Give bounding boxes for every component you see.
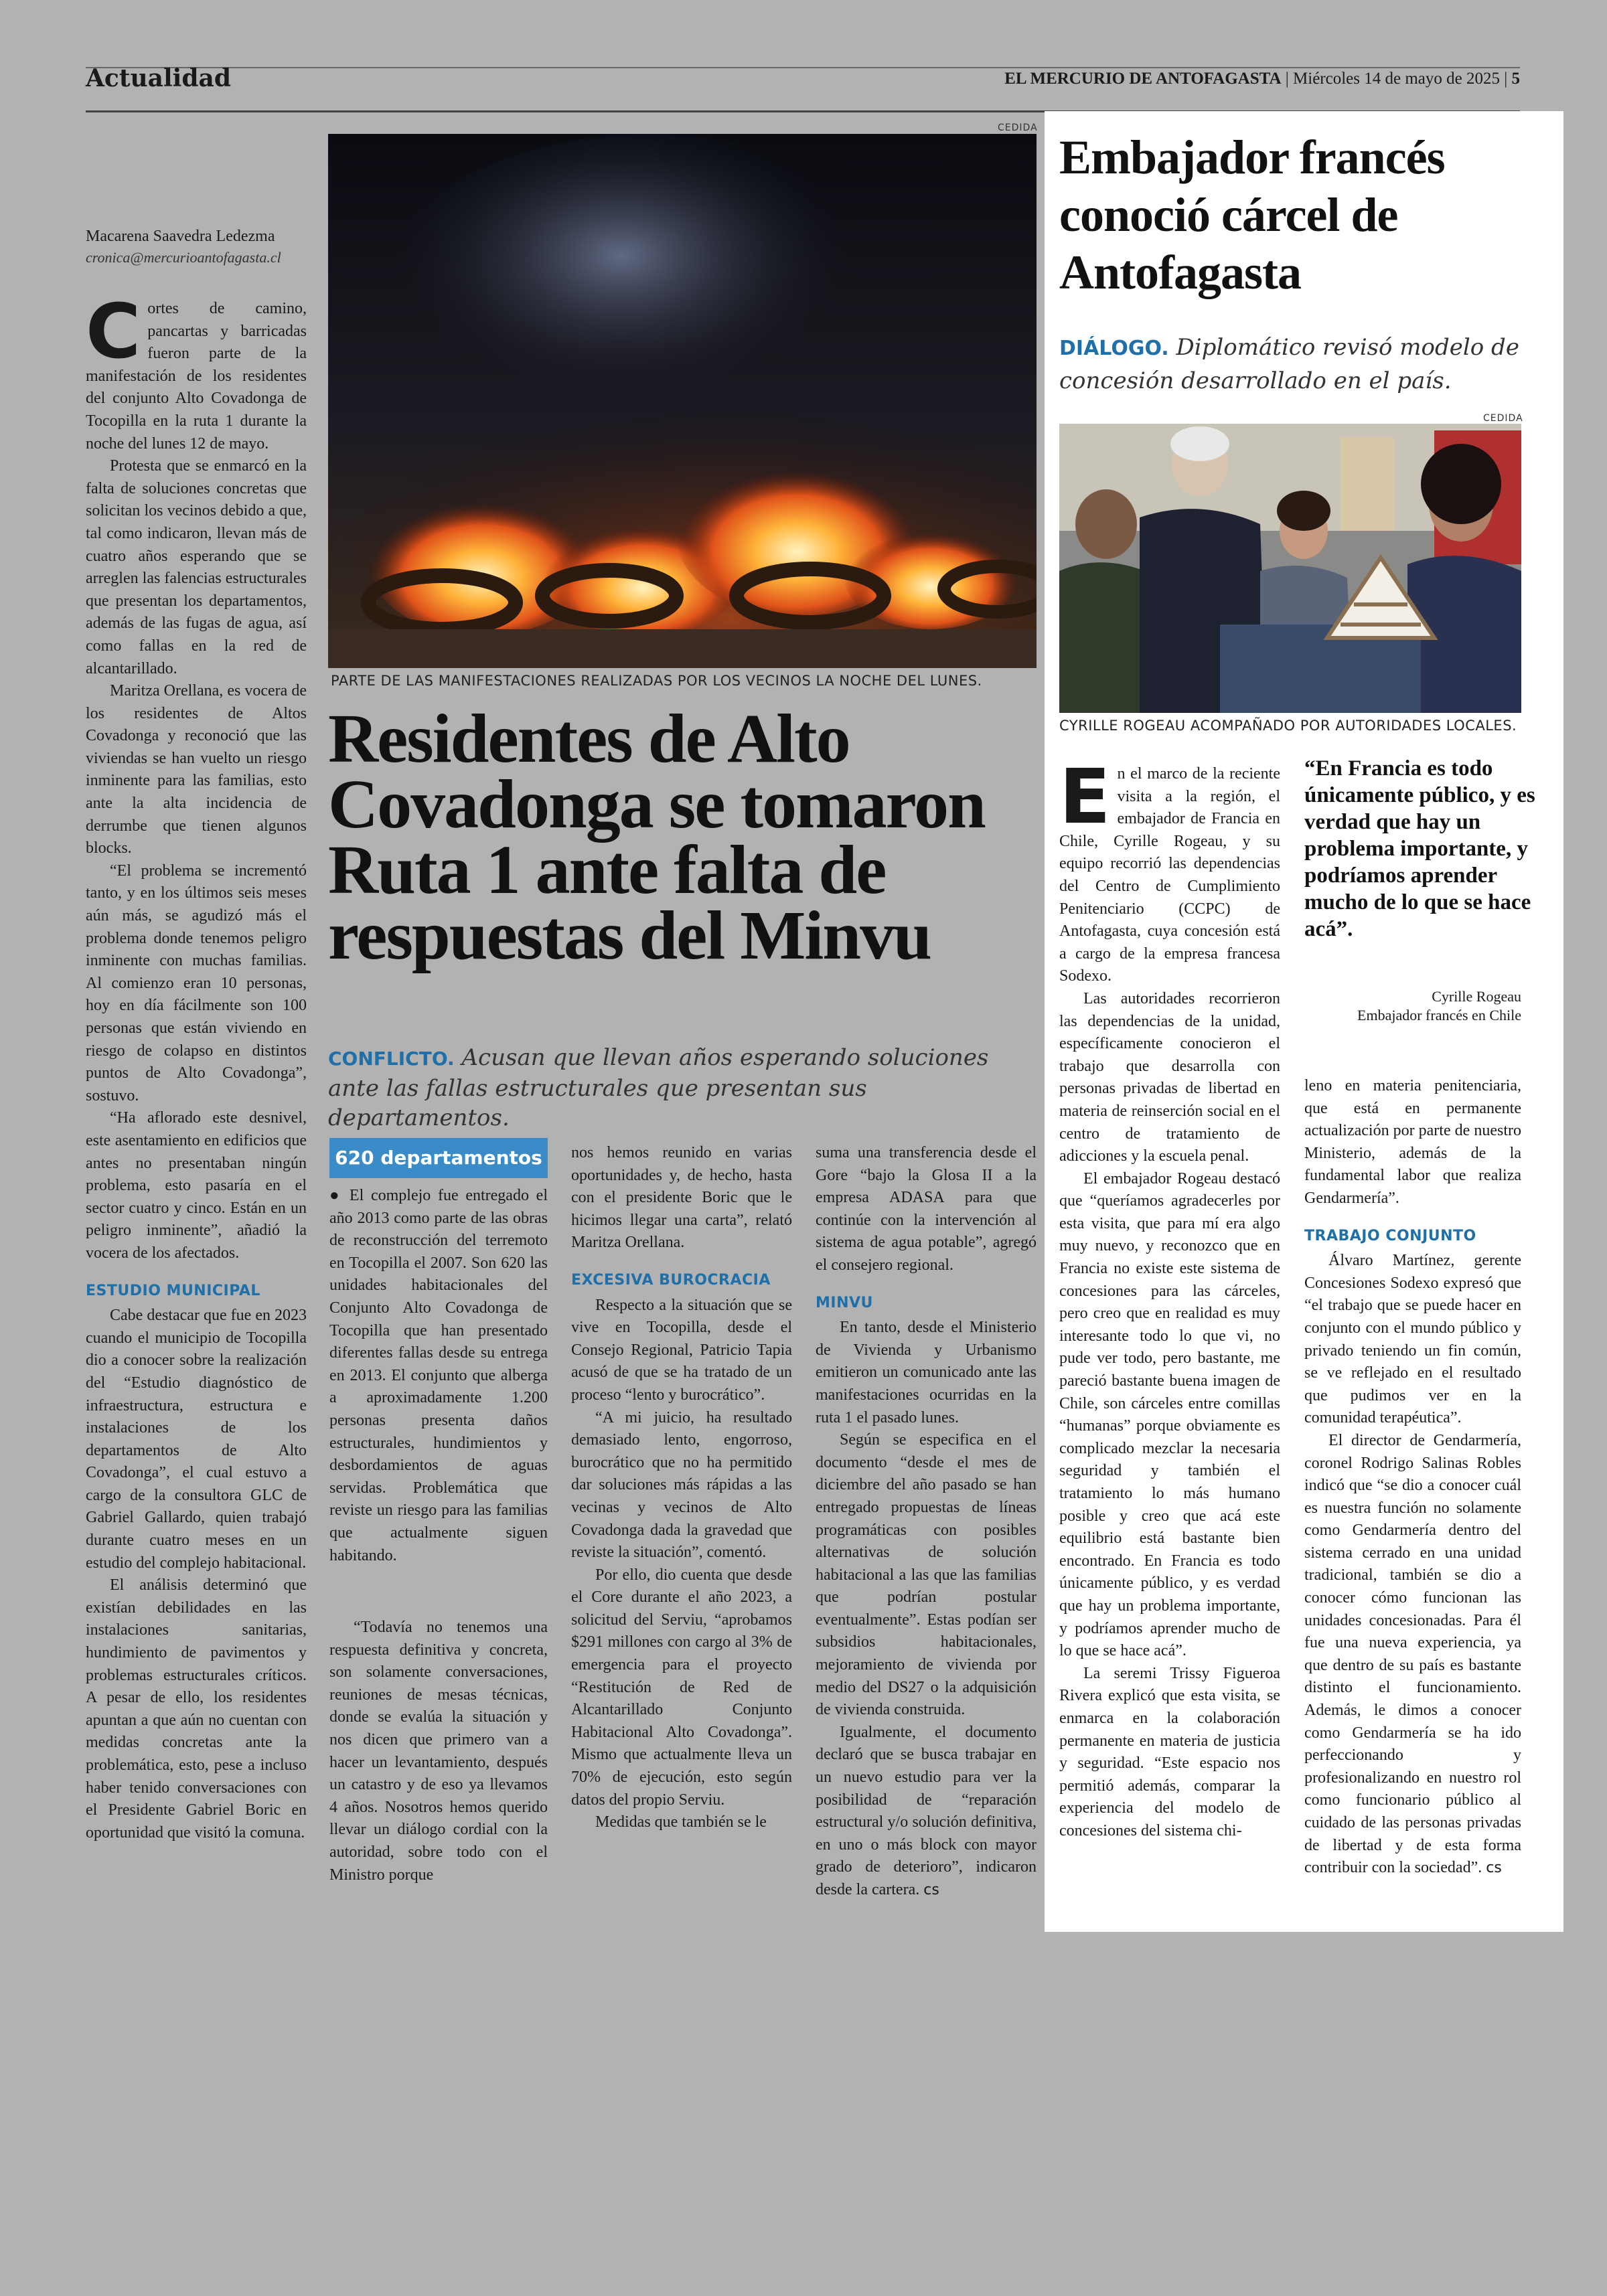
main-photo-fire-barricades [328, 134, 1037, 668]
byline-email: cronica@mercurioantofagasta.cl [86, 249, 281, 266]
main-paragraph-13: Medidas que también se le [595, 1813, 767, 1831]
main-paragraph-6: Cabe destacar que fue en 2023 cuando el municipio de Tocopilla dio a conocer sobre la realización del “Estudio diagnóstico de infraestructura, estructura e instalaciones de los departamentos de Alto Covadonga”, el cual estuvo a cargo de la consultora GLC de Gabriel Gallardo, quien trabajó durante cuatro meses en un estudio del complejo habitacional. [86, 1307, 307, 1572]
main-paragraph-2: Protesta que se enmarcó en la falta de soluciones concretas que solicitan los vecinos debido a que, tal como indicaron, llevan más de cuatro años esperando que se arreglen las falencias estructurales que presentan los departamentos, además de las fugas de agua, así como fallas en la red de alcantarillado. [86, 457, 307, 677]
side-paragraph-7: El director de Gendarmería, coronel Rodrigo Salinas Robles indicó que “se dio a conocer cuál es nuestra función no solamente como Gendarmería dentro del sistema cerrado en una unidad tradicional, también se dio a conocer cómo funcionan las unidades concesionadas. Para él fue una nueva experiencia, ya que dentro de su país es bastante distinto el funcionamiento. Además, le dimos a conocer como Gendarmería se ha ido perfeccionando y profesionalizando en nuestro rol como funcionario público al cuidado de las personas privadas de libertad y de esta forma contribuir con la sociedad”. cs [1304, 1431, 1521, 1877]
main-paragraph-12: Por ello, dio cuenta que desde el Core durante el año 2023, a solicitud del Serviu, “aprobamos $291 millones con cargo al 3% de emergencia para el proyecto “Restitución de Red de Alcantarillado Conjunto Habitacional Alto Covadonga”. Mismo que actualmente lleva un 70% de ejecución, esto según datos del propio Serviu. [571, 1566, 792, 1809]
main-paragraph-11: “A mi juicio, ha resultado demasiado lento, engorroso, burocrático que no ha permitido dar soluciones más rápidas a las vecinas y vecinos de Alto Covadonga dada la gravedad que reviste la situación”, comentó. [571, 1408, 792, 1562]
main-paragraph-16: Según se especifica en el documento “desde el mes de diciembre del año pasado se han entregado propuestas de líneas programáticas con posibles alternativas de solución habitacional a las que las familias que podrían postular eventualmente”. Estas podían ser subsidios habitacionales, mejoramiento de vivienda por medio del DS27 o la adquisición de vivienda construida. [816, 1431, 1037, 1719]
page-number: 5 [1511, 70, 1520, 88]
main-paragraph-17: Igualmente, el documento declaró que se busca trabajar en un nuevo estudio para ver la posibilidad de “reparación estructural y/o solución definitiva, en uno o más block con mayor grado de deterioro”, indicaron desde la cartera. cs [816, 1723, 1037, 1898]
main-paragraph-15: En tanto, desde el Ministerio de Vivienda y Urbanismo emitieron un comunicado ante las manifestaciones ocurridas en la ruta 1 el pasado lunes. [816, 1319, 1037, 1426]
side-lead-tag: DIÁLOGO. [1059, 337, 1169, 360]
side-end-mark-icon: cs [1486, 1860, 1502, 1877]
byline-author: Macarena Saavedra Ledezma [86, 228, 275, 245]
main-column-2 [329, 1185, 548, 1886]
side-headline: Embajador francés conoció cárcel de Antofagasta [1059, 131, 1445, 299]
main-lead-text: Acusan que llevan años esperando soluciones ante las fallas estructurales que presentan sus departamentos. [328, 1044, 989, 1131]
pull-quote-role: Embajador francés en Chile [1357, 1007, 1521, 1023]
main-headline: Residentes de Alto Covadonga se tomaron Ruta 1 ante falta de respuestas del Minvu [328, 700, 985, 974]
side-photo-credit: CEDIDA [1483, 413, 1523, 424]
publication-name: EL MERCURIO DE ANTOFAGASTA [1004, 70, 1282, 88]
main-paragraph-8: “Todavía no tenemos una respuesta definitiva y concreta, son solamente conversaciones, reuniones de mesas técnicas, donde se evalúa la situación y nos dicen que primero van a hacer un levantamiento, después un catastro y de eso ya llevamos 4 años. Nosotros hemos querido llevar un diálogo cordial con la autoridad, sobre todo con el Ministro porque [329, 1619, 548, 1884]
main-column-1 [86, 289, 307, 1844]
side-paragraph-4: La seremi Trissy Figueroa Rivera explicó que esta visita, se enmarca en la colaboración permanente en materia de justicia y seguridad. “Este espacio nos permitió además, comparar la experiencia del modelo de concesiones del sistema chi- [1059, 1664, 1280, 1839]
main-paragraph-1: Cortes de camino, pancartas y barricadas fueron parte de la manifestación de los residentes del conjunto Alto Covadonga de Tocopilla en la ruta 1 durante la noche del lunes 12 de mayo. [86, 289, 307, 453]
main-lead-tag: CONFLICTO. [328, 1048, 455, 1070]
side-paragraph-1: En el marco de la reciente visita a la región, el embajador de Francia en Chile, Cyrille Rogeau, y su equipo recorrió las dependencias del Centro de Cumplimiento Penitenciario (CCPC) de Antofagasta, cuya concesión está a cargo de la empresa francesa Sodexo. [1059, 754, 1280, 985]
pull-quote: “En Francia es todo únicamente público, y es verdad que hay un problema importante, y podríamos aprender mucho de lo que se hace acá”. [1304, 756, 1535, 941]
main-paragraph-7: El análisis determinó que existían debilidades en las instalaciones sanitarias, hundimiento de pavimentos y problemas estructurales críticos. A pesar de ello, los residentes apuntan a que aún no cuentan con medidas concretas ante la problemática, esto, pese a incluso haber tenido conversaciones con el Presidente Gabriel Boric en oportunidad que visitó la comuna. [86, 1576, 307, 1841]
side-column-2 [1304, 1075, 1521, 1880]
main-paragraph-10: Respecto a la situación que se vive en Tocopilla, desde el Consejo Regional, Patricio Tapia acusó de que se ha tratado de un proceso “lento y burocrático”. [571, 1296, 792, 1404]
pull-quote-author: Cyrille Rogeau [1432, 988, 1521, 1005]
side-lead-text: Diplomático revisó modelo de concesión desarrollado en el país. [1059, 334, 1519, 394]
publication-date: Miércoles 14 de mayo de 2025 [1293, 70, 1500, 88]
side-paragraph-3: El embajador Rogeau destacó que “queríamos agradecerles por esta visita, que para mí era algo muy nuevo, y reconozco que en Francia no existe este sistema de concesiones para las cárceles, pero creo que en realidad es muy interesante todo lo que vi, no pude ver todo, pero bastante, me pareció bastante buena imagen de Chile, son cárceles entre comillas “humanas” porque obviamente es complicado mezclar la necesaria seguridad y también el tratamiento lo más humano posible y creo que acá este equilibrio está bastante bien encontrado. En Francia es todo únicamente público, y es verdad que hay un problema importante, y podríamos aprender mucho de lo que se hace acá”. [1059, 1169, 1280, 1660]
section-title: Actualidad [86, 64, 232, 92]
main-paragraph-3: Maritza Orellana, es vocera de los residentes de Altos Covadonga y reconoció que las viviendas se han vuelto un riesgo inminente para las familias, esto ante la alta incidencia de derrumbe que tienen algunos blocks. [86, 682, 307, 857]
subhead-estudio-municipal: ESTUDIO MUNICIPAL [86, 1282, 260, 1299]
main-dropcap: C [86, 289, 141, 376]
main-paragraph-14: suma una transferencia desde el Gore “bajo la Glosa II a la empresa ADASA para que continúe con la intervención al sistema de agua potable”, agregó el consejero regional. [816, 1144, 1037, 1274]
main-photo-caption: PARTE DE LAS MANIFESTACIONES REALIZADAS POR LOS VECINOS LA NOCHE DEL LUNES. [331, 673, 982, 689]
badge-text: ● El complejo fue entregado el año 2013 como parte de las obras de reconstrucción del terremoto en Tocopilla el 2007. Son 620 las unidades habitacionales del Conjunto Alto Covadonga de Tocopilla que han presentado diferentes fallas desde su entrega en 2013. El conjunto que alberga a aproximadamente 1.200 personas presenta daños estructurales, hundimientos y desbordamientos de aguas servidas. Problemática que reviste un riesgo para las familias que actualmente siguen habitando. [329, 1187, 548, 1564]
side-lead [1059, 331, 1555, 397]
main-paragraph-5: “Ha aflorado este desnivel, este asentamiento en edificios que antes no presentaban ningún problema, esto pasaría en el sector cuatro y cinco. Están en un peligro inminente”, añadió la vocera de los afectados. [86, 1109, 307, 1262]
side-photo-caption: CYRILLE ROGEAU ACOMPAÑADO POR AUTORIDADES LOCALES. [1059, 718, 1517, 734]
subhead-trabajo-conjunto: TRABAJO CONJUNTO [1304, 1227, 1476, 1244]
subhead-excesiva-burocracia: EXCESIVA BUROCRACIA [571, 1271, 771, 1289]
main-column-3 [571, 1142, 792, 1834]
main-photo-credit: CEDIDA [998, 122, 1038, 133]
side-paragraph-5: leno en materia penitenciaria, que está en permanente actualización por parte de nuestro Ministerio, además de la fundamental labor que realiza Gendarmería”. [1304, 1077, 1521, 1207]
side-column-1 [1059, 754, 1280, 1843]
side-paragraph-6: Álvaro Martínez, gerente Concesiones Sodexo expresó que “el trabajo que se puede hacer en conjunto con el mundo público y privado teniendo un fin común, se ve reflejado en el resultado que pudimos ver en la comunidad terapéutica”. [1304, 1252, 1521, 1427]
main-paragraph-4: “El problema se incrementó tanto, y en los últimos seis meses aún más, se agudizó más el problema donde tenemos peligro inminente con muchas familias. Al comienzo eran 10 personas, hoy en día fácilmente son 100 personas que están viviendo en riesgo de colapso en distintos puntos de Alto Covadonga”, sostuvo. [86, 862, 307, 1104]
subhead-minvu: MINVU [816, 1294, 873, 1311]
end-mark-icon: cs [923, 1882, 939, 1898]
side-dropcap: E [1059, 754, 1111, 841]
masthead: EL MERCURIO DE ANTOFAGASTA | Miércoles 14 de mayo de 2025 | 5 [1004, 70, 1520, 88]
header-rule-top [86, 67, 1520, 68]
main-paragraph-9: nos hemos reunido en varias oportunidades y, de hecho, hasta con el presidente Boric que le hicimos llegar una carta”, relató Maritza Orellana. [571, 1144, 792, 1252]
main-column-4 [816, 1142, 1037, 1902]
badge-620-departamentos: 620 departamentos [329, 1138, 548, 1178]
main-lead [328, 1043, 1045, 1133]
side-photo-ambassador-visit [1059, 424, 1521, 713]
side-paragraph-2: Las autoridades recorrieron las dependencias de la unidad, específicamente conocieron el trabajo que desarrolla con personas privadas de libertad en materia de reinserción social en el centro de tratamiento de adicciones y la escuela penal. [1059, 989, 1280, 1165]
